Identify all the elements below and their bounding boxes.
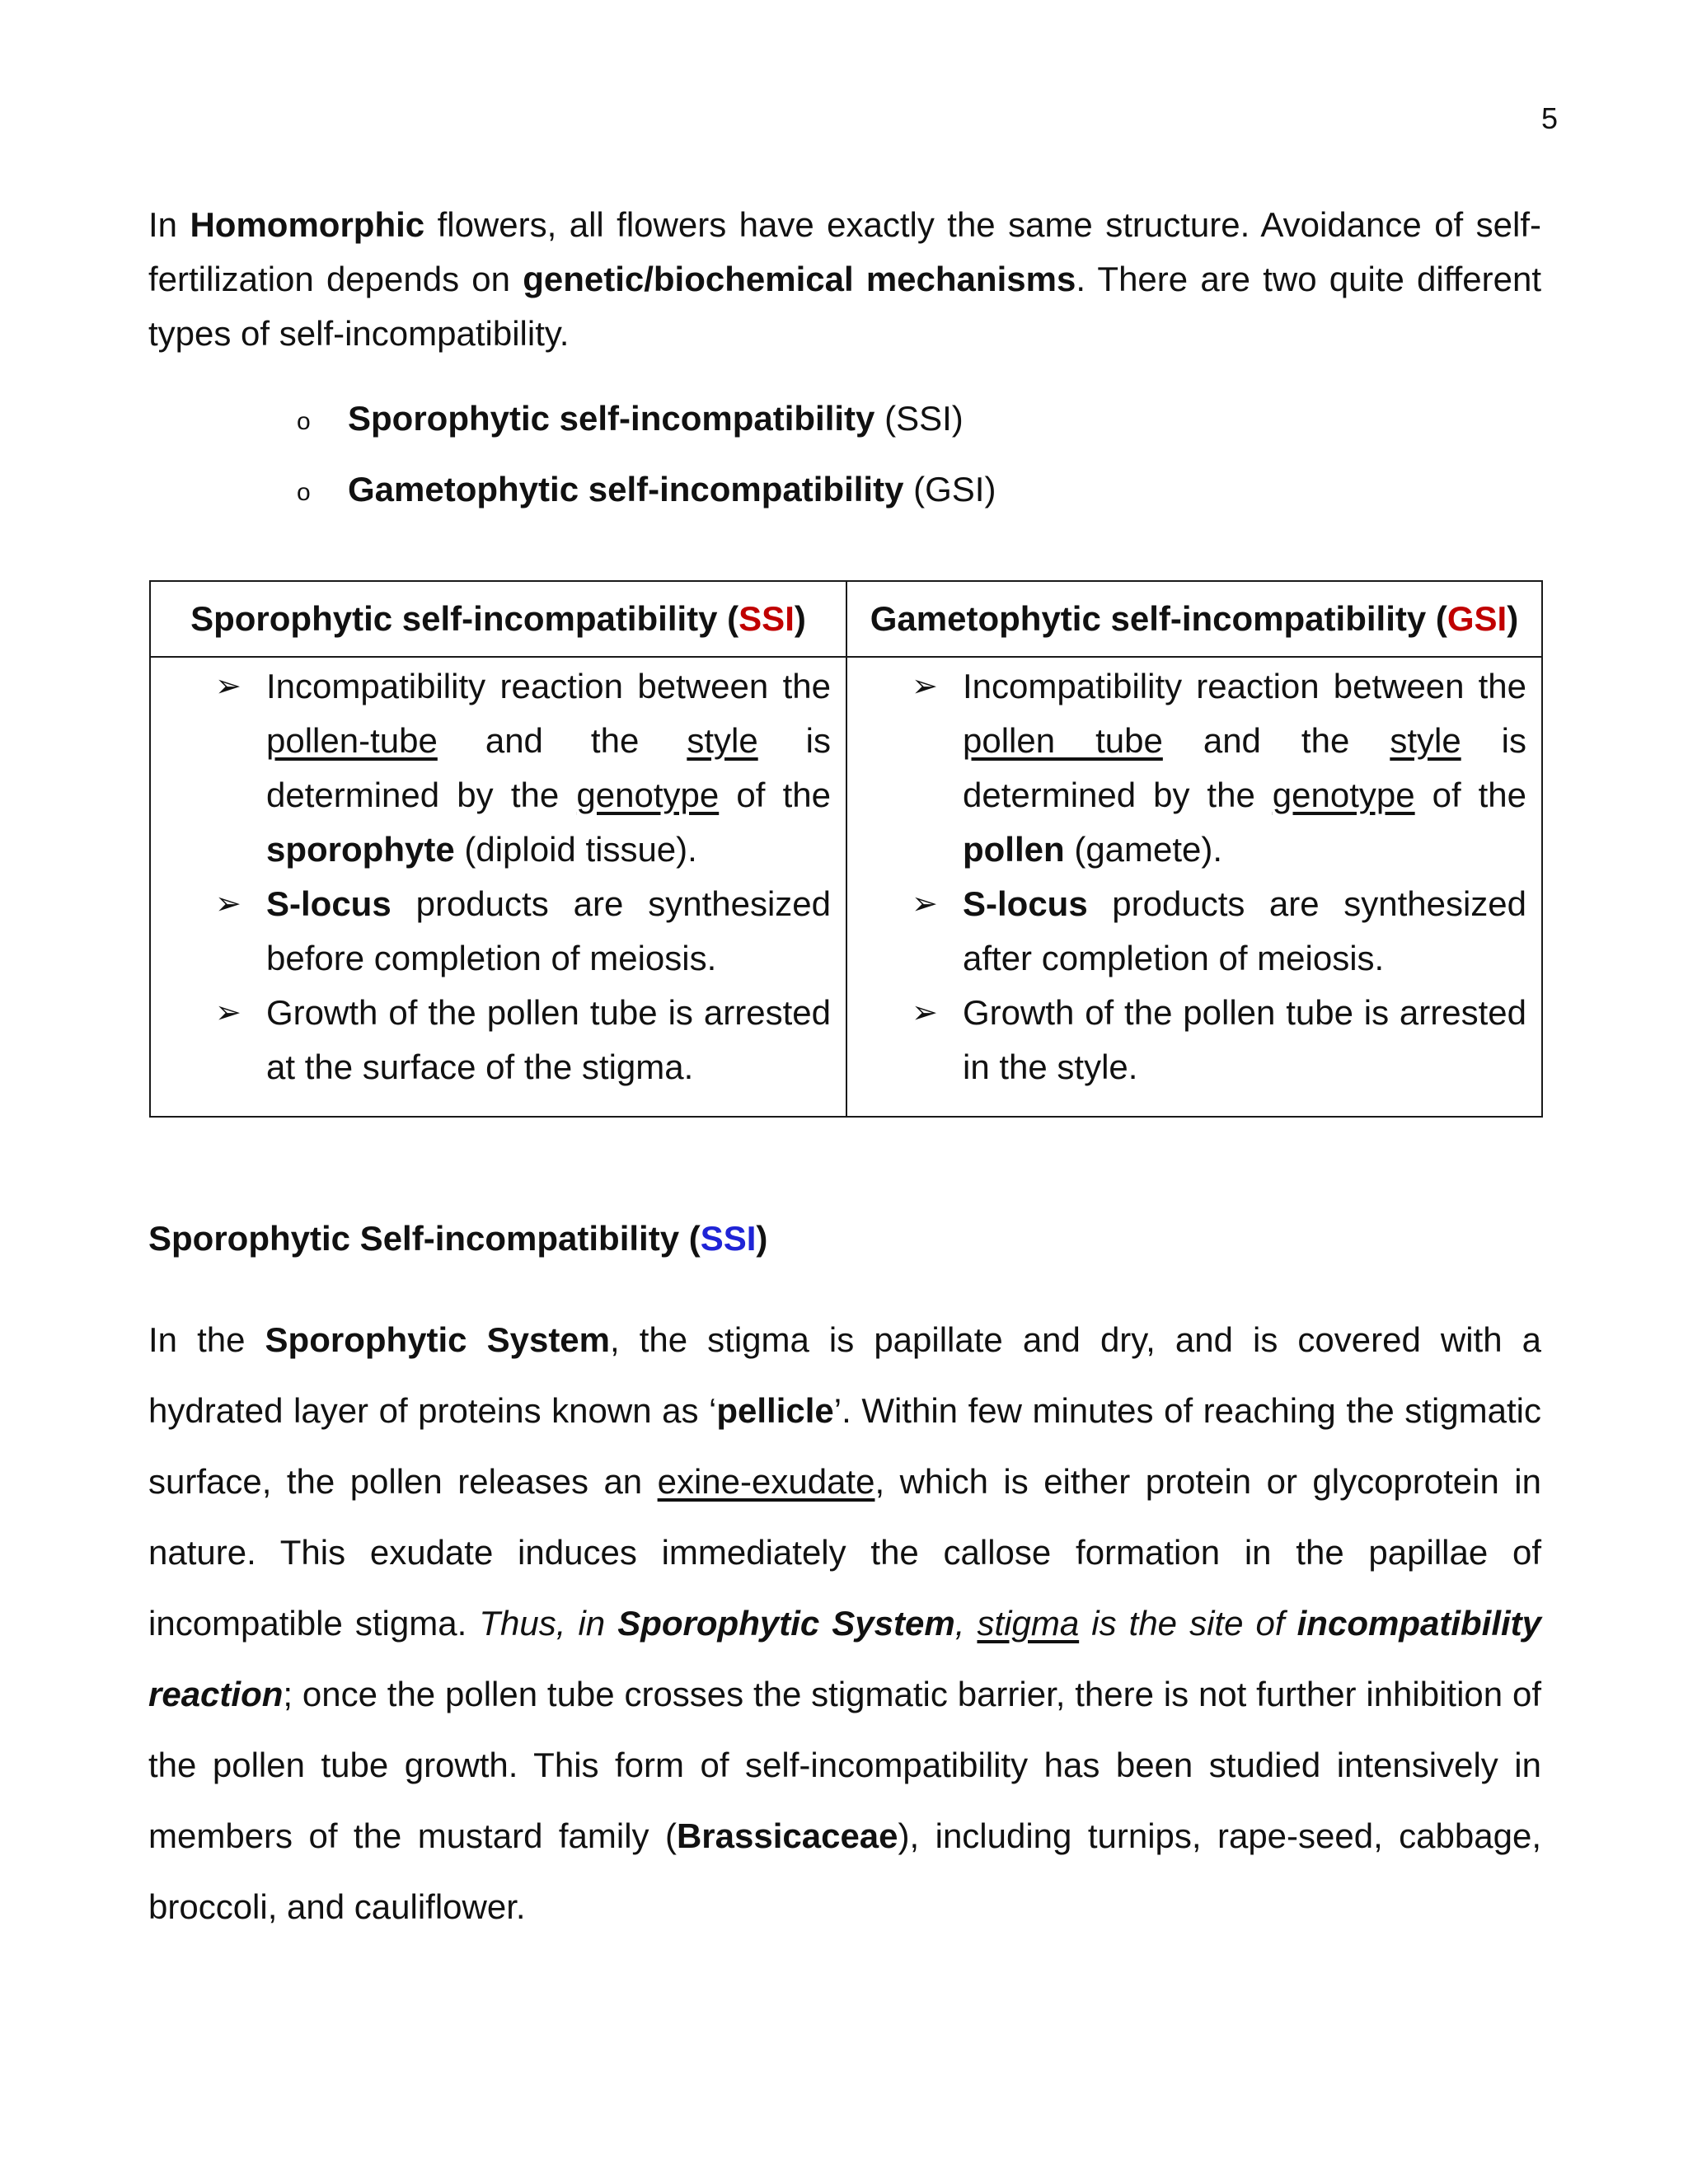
gsi-points-list [847,658,1541,1116]
type-name: Gametophytic self-incompatibility [348,470,904,509]
list-item: ➢ Incompatibility reaction between the pollen tube and the style is determined by the genotype of the pollen (gamete). [963,659,1526,877]
ssi-column-cell [150,657,846,1117]
arrow-bullet-icon: ➢ [215,887,241,921]
list-item [297,465,1451,536]
gsi-column-cell [846,657,1542,1117]
list-item: ➢ Growth of the pollen tube is arrested in the style. [963,986,1526,1094]
body-paragraph: In the Sporophytic System, the stigma is papillate and dry, and is covered with a hydrated layer of proteins known as ‘pellicle’. Within few minutes of reaching the stigmatic surface, the pollen releases an exine-exudate, which is either protein or glycoprotein in nature. This exudate induces immediately the callose formation in the papillae of incompatible stigma. Thus, in Sporophytic System, stigma is the site of incompatibility reaction; once the pollen tube crosses the stigmatic barrier, there is not further inhibition of the pollen tube growth. This form of self-incompatibility has been studied intensively in members of the mustard family (Brassicaceae), including turnips, rape-seed, cabbage, broccoli, and cauliflower. [148,1320,1542,1926]
intro-paragraph [148,198,1541,361]
list-item [297,394,1451,465]
arrow-bullet-icon: ➢ [215,669,241,704]
intro-text: In [148,205,190,244]
table-header-row [150,581,1542,657]
intro-text: flowers, all flowers have exactly the same structure. Avoidance of self-fertilization depends on [148,205,1542,298]
arrow-bullet-icon: ➢ [912,996,938,1030]
gsi-column-header: Gametophytic self-incompatibility (GSI) [846,581,1542,657]
arrow-bullet-icon: ➢ [215,996,241,1030]
table-row [150,657,1542,1117]
ssi-points-list [151,658,846,1116]
list-item: ➢ Incompatibility reaction between the pollen-tube and the style is determined by the genotype of the sporophyte (diploid tissue). [266,659,831,877]
section-heading: Sporophytic Self-incompatibility (SSI) [148,1219,768,1258]
list-item: ➢ Growth of the pollen tube is arrested at the surface of the stigma. [266,986,831,1094]
ssi-column-header: Sporophytic self-incompatibility (SSI) [150,581,846,657]
circle-bullet-icon: o [297,408,311,435]
gsi-acronym: GSI [1447,599,1507,638]
arrow-bullet-icon: ➢ [912,669,938,704]
section-acronym: SSI [700,1219,757,1258]
list-item: ➢ S-locus products are synthesized before completion of meiosis. [266,877,831,986]
arrow-bullet-icon: ➢ [912,887,938,921]
list-item: ➢ S-locus products are synthesized after completion of meiosis. [963,877,1526,986]
type-abbr: (SSI) [884,399,964,438]
circle-bullet-icon: o [297,479,311,506]
intro-bold-term: genetic/biochemical mechanisms [523,260,1076,298]
comparison-table [149,580,1543,1118]
ssi-acronym: SSI [738,599,795,638]
intro-text: . There are two quite different types of self-incompatibility. [148,260,1542,353]
type-name: Sporophytic self-incompatibility [348,399,875,438]
intro-bold-term: Homomorphic [190,205,425,244]
type-abbr: (GSI) [913,470,996,509]
incompatibility-types-list [297,394,1451,536]
page-number: 5 [1540,101,1558,135]
